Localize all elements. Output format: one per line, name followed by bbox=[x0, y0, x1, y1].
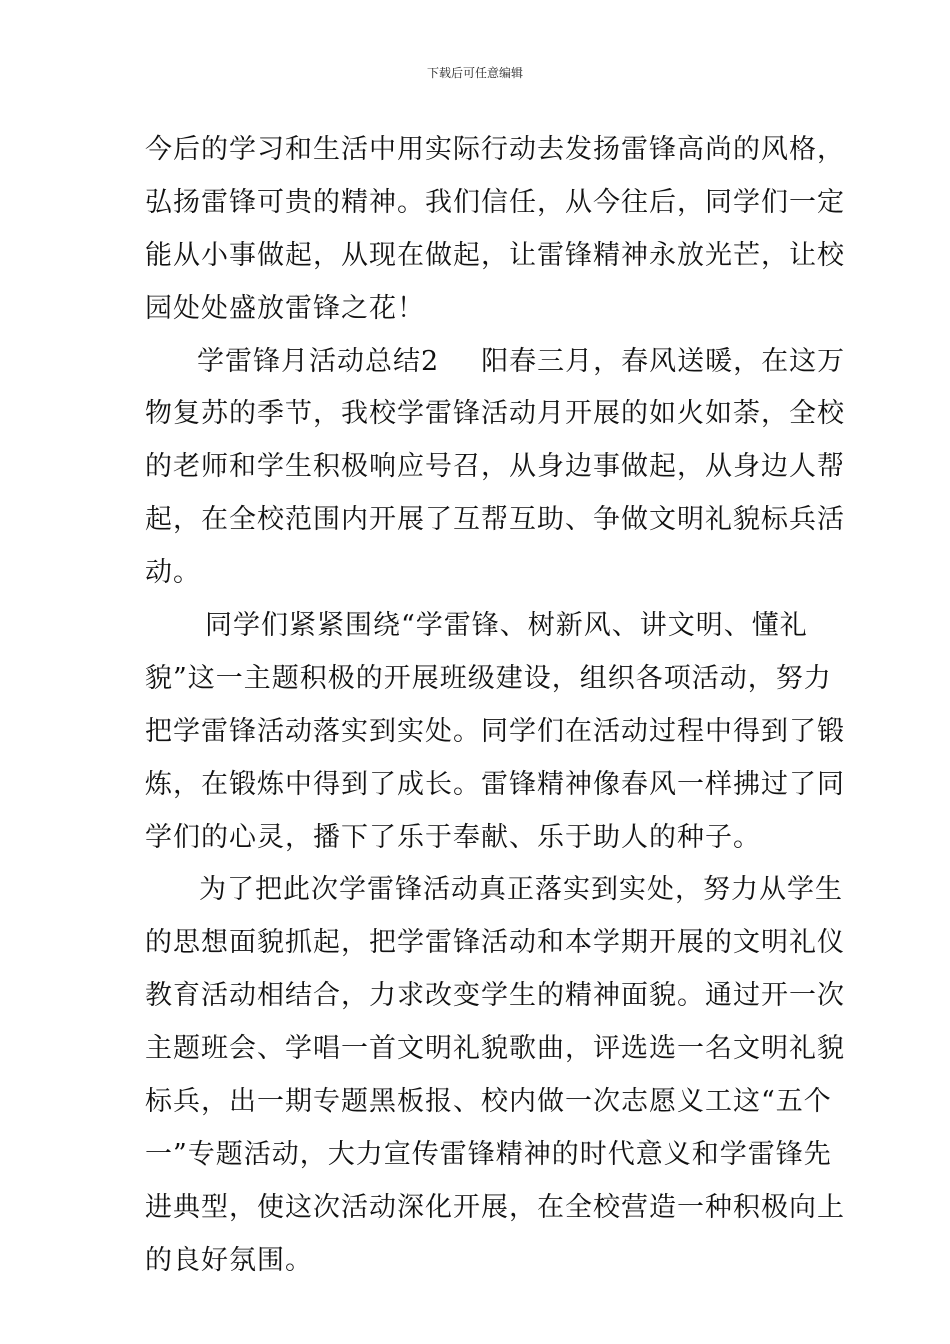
text-line: 把学雷锋活动落实到实处。同学们在活动过程中得到了锻 bbox=[145, 715, 845, 747]
document-body bbox=[145, 124, 846, 1288]
text-line: 为了把此次学雷锋活动真正落实到实处，努力从学生 bbox=[199, 874, 843, 906]
section-heading: 学雷锋月活动总结2 bbox=[197, 345, 440, 377]
text-line: 一”专题活动，大力宣传雷锋精神的时代意义和学雷锋先 bbox=[145, 1138, 832, 1170]
text-line: 的思想面貌抓起，把学雷锋活动和本学期开展的文明礼仪 bbox=[145, 927, 845, 959]
text-line: 能从小事做起，从现在做起，让雷锋精神永放光芒，让校 bbox=[145, 239, 845, 271]
text-line: 学们的心灵，播下了乐于奉献、乐于助人的种子。 bbox=[145, 821, 761, 853]
text-line: 园处处盛放雷锋之花！ bbox=[145, 292, 425, 324]
text-line: 动。 bbox=[145, 557, 201, 589]
text-line: 主题班会、学唱一首文明礼貌歌曲，评选选一名文明礼貌 bbox=[145, 1033, 845, 1065]
text-line: 进典型，使这次活动深化开展，在全校营造一种积极向上 bbox=[145, 1191, 845, 1223]
text-line: 貌”这一主题积极的开展班级建设，组织各项活动，努力 bbox=[145, 662, 832, 694]
text-line: 弘扬雷锋可贵的精神。我们信任，从今往后，同学们一定 bbox=[145, 186, 845, 218]
text-line: 同学们紧紧围绕“学雷锋、树新风、讲文明、懂礼 bbox=[205, 610, 808, 642]
text-line: 教育活动相结合，力求改变学生的精神面貌。通过开一次 bbox=[145, 980, 845, 1012]
text-line: 炼，在锻炼中得到了成长。雷锋精神像春风一样拂过了同 bbox=[145, 768, 845, 800]
text-line: 标兵，出一期专题黑板报、校内做一次志愿义工这“五个 bbox=[145, 1086, 832, 1118]
text-line: 阳春三月，春风送暖，在这万 bbox=[481, 345, 846, 377]
text-line: 的良好氛围。 bbox=[145, 1244, 313, 1276]
section-heading-line bbox=[145, 336, 846, 389]
text-line: 的老师和学生积极响应号召，从身边事做起，从身边人帮 bbox=[145, 451, 845, 483]
page-header: 下载后可任意编辑 bbox=[426, 66, 523, 80]
text-line: 今后的学习和生活中用实际行动去发扬雷锋高尚的风格， bbox=[145, 134, 845, 165]
text-line: 起，在全校范围内开展了互帮互助、争做文明礼貌标兵活 bbox=[145, 504, 845, 536]
text-line: 物复苏的季节，我校学雷锋活动月开展的如火如荼，全校 bbox=[145, 398, 845, 430]
